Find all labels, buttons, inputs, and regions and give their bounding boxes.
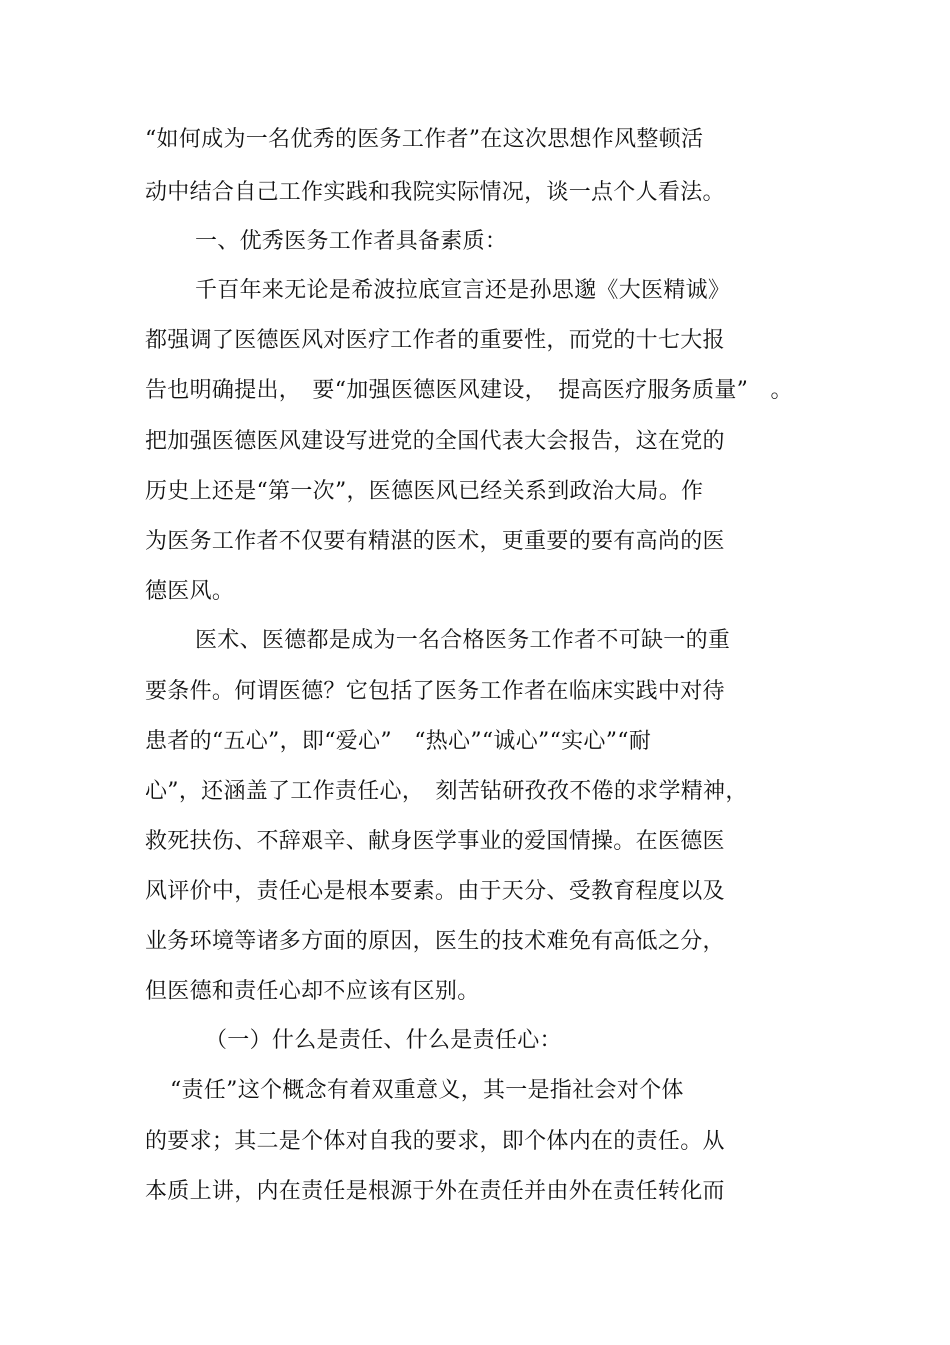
text-line-14: 心”，还涵盖了工作责任心， 刻苦钻研孜孜不倦的求学精神，: [145, 779, 748, 804]
text-line-9: 为医务工作者不仅要有精湛的医术，更重要的要有高尚的医: [145, 529, 725, 554]
text-line-16: 风评价中，责任心是根本要素。由于天分、受教育程度以及: [145, 879, 725, 904]
text-line-8: 历史上还是“第一次”，医德医风已经关系到政治大局。作: [145, 479, 704, 504]
text-line-13: 患者的“五心”，即“爱心” “热心”“诚心”“实心”“耐: [145, 729, 652, 754]
text-line-11: 医术、医德都是成为一名合格医务工作者不可缺一的重: [195, 628, 731, 653]
section-heading-2: （一）什么是责任、什么是责任心：: [205, 1028, 562, 1053]
text-line-20: “责任”这个概念有着双重意义，其一是指社会对个体: [170, 1078, 684, 1103]
text-line-1: “如何成为一名优秀的医务工作者”在这次思想作风整顿活: [145, 127, 704, 152]
text-line-2: 动中结合自己工作实践和我院实际情况，谈一点个人看法。: [145, 180, 725, 205]
text-line-18: 但医德和责任心却不应该有区别。: [145, 979, 480, 1004]
text-line-10: 德医风。: [145, 579, 235, 604]
text-line-22: 本质上讲，内在责任是根源于外在责任并由外在责任转化而: [145, 1179, 725, 1204]
text-line-15: 救死扶伤、不辞艰辛、献身医学事业的爱国情操。在医德医: [145, 829, 725, 854]
text-line-12: 要条件。何谓医德？它包括了医务工作者在临床实践中对待: [145, 679, 725, 704]
section-heading-1: 一、优秀医务工作者具备素质：: [195, 229, 508, 254]
text-line-5: 都强调了医德医风对医疗工作者的重要性，而党的十七大报: [145, 328, 725, 353]
text-line-4: 千百年来无论是希波拉底宣言还是孙思邈《大医精诚》: [195, 278, 731, 303]
text-line-6: 告也明确提出， 要“加强医德医风建设， 提高医疗服务质量” 。: [145, 378, 793, 403]
text-line-21: 的要求；其二是个体对自我的要求，即个体内在的责任。从: [145, 1129, 725, 1154]
text-line-17: 业务环境等诸多方面的原因，医生的技术难免有高低之分，: [145, 929, 725, 954]
text-line-7: 把加强医德医风建设写进党的全国代表大会报告，这在党的: [145, 429, 725, 454]
